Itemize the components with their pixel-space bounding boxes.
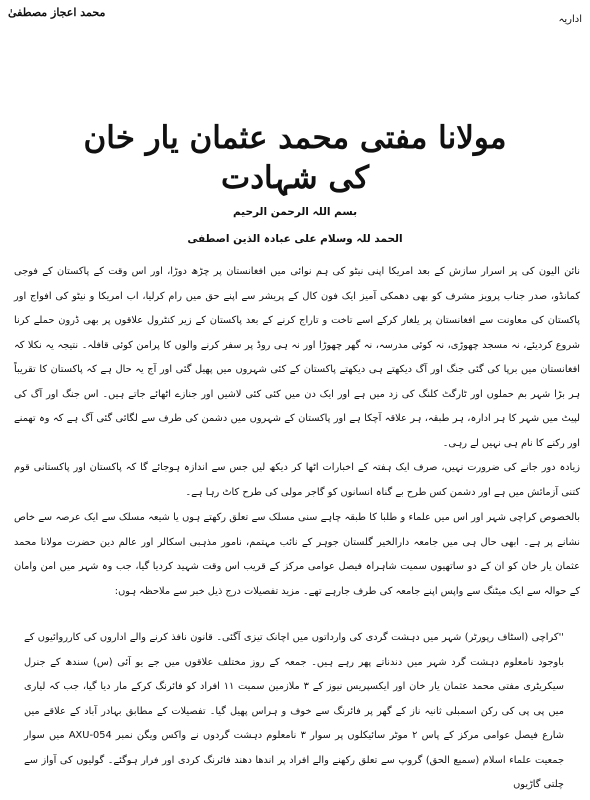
author-name: محمد اعجاز مصطفیٰ <box>8 6 106 19</box>
praise-line: الحمد للہ وسلام علی عبادہ الذین اصطفی <box>187 233 403 245</box>
paragraph-1 <box>14 260 580 456</box>
quote-text: ''کراچی (اسٹاف رپورٹر) شہر میں دہشت گردی کی وارداتوں میں اچانک تیزی آگئی۔ قانون نافذ کرنے والے اداروں کی کارروائیوں کے باوجود نامعلوم دہشت گرد شہر میں دندناتے پھر رہے ہیں۔ جمعہ کے روز مختلف علاقوں میں جے یو آئی (س) سندھ کے جنرل سیکریٹری مفتی محمد عثمان یار خان اور ایکسپریس نیوز کے ۳ ملازمین سمیت ۱۱ افراد کو فائرنگ کرکے مار دیا گیا، جب کہ لیاری میں پی پی کی رکن اسمبلی ثانیہ ناز کے گھر پر فائرنگ سے خوف و ہراس پھیل گیا۔ تفصیلات کے مطابق بہادر آباد کے علاقے میں شارع فیصل عوامی مرکز کے پاس ۲ موٹر سائیکلوں پر سوار ۳ نامعلوم دہشت گردوں نے واکس ویگن نمبر AXU-054 میں سوار جمعیت علماء اسلام (سمیع الحق) گروپ سے تعلق رکھنے والے افراد پر اندھا دھند فائرنگ کردی اور فرار ہوگئے۔ گولیوں کی آواز سے چلتی گاڑیوں <box>24 632 565 790</box>
section-label: اداریہ <box>558 14 582 25</box>
paragraph-text: بالخصوص کراچی شہر اور اس میں علماء و طلبا کا طبقہ چاہے سنی مسلک سے تعلق رکھتے ہوں یا شیعہ مسلک سے ایک عرصہ سے خاص نشانے پر ہے۔ ابھی حال ہی میں جامعہ دارالخیر گلستان جوہر کے نائب مہتمم، نامور مذہبی اسکالر اور عالم دین حضرت مولانا محمد عثمان یار خان کو ان کے دو ساتھیوں سمیت شاہراہ فیصل عوامی مرکز کے قریب اس وقت شہید کردیا گیا، جب وہ شہر میں امن وامان کے حوالہ سے ایک میٹنگ سے واپس اپنے جامعہ کی طرف جارہے تھے۔ مزید تفصیلات درج ذیل خبر سے ملاحظہ ہوں: <box>14 512 580 597</box>
page-title: مولانا مفتی محمد عثمان یار خان کی شہادت <box>83 120 507 197</box>
paragraph-3 <box>14 506 580 604</box>
paragraph-text: نائن الیون کی پر اسرار سازش کے بعد امریکا اپنی نیٹو کی ہم نوائی میں افغانستان پر چڑھ دوڑا، اور اس وقت کے پاکستان کے فوجی کمانڈو، صدر جناب پرویز مشرف کو بھی دھمکی آمیز ایک فون کال کے پریشر سے اپنے حق میں رام کرلیا، اب امریکا و نیٹو کی افواج اور پاکستان کی معاونت سے افغانستان پر یلغار کرکے اسے تاخت و تاراج کرنے کے بعد پاکستان کے زیر کنٹرول علاقوں پر بھی ڈرون حملے کرنا شروع کردیئے، نہ مسجد چھوڑی، نہ کوئی مدرسہ، نہ گھر چھوڑا اور نہ ہی روڈ پر سفر کرنے والوں کا پرامن کوئی قافلہ۔ نتیجہ یہ نکلا کہ افغانستان میں برپا کی گئی جنگ اور آگ دیکھتے ہی دیکھتے پاکستان کے کئی شہروں میں پھیل گئی اور آج یہ حال ہے کہ پاکستان کا تقریباً ہر بڑا شہر بم حملوں اور ٹارگٹ کلنگ کی زد میں ہے اور ایک دن میں کئی کئی لاشیں اور جنازے اٹھائے جاتے ہیں۔ اس جنگ اور آگ کی لپیٹ میں شہر کا ہر ادارہ، ہر طبقہ، ہر علاقہ آچکا ہے اور پاکستان کے شہروں میں دشمن کی طرف سے لگائی گئی آگ ہے کہ وہ تھمنے اور رکنے کا نام ہی نہیں لے رہی۔ <box>14 266 580 449</box>
news-quote <box>24 626 564 798</box>
paragraph-text: زیادہ دور جانے کی ضرورت نہیں، صرف ایک ہفتہ کے اخبارات اٹھا کر دیکھ لیں جس سے اندازہ ہوجائے گا کہ پاکستان اور پاکستانی قوم کتنی آزمائش میں ہے اور دشمن کس طرح بے گناہ انسانوں کو گاجر مولی کی طرح کاٹ رہا ہے۔ <box>14 462 580 498</box>
paragraph-2 <box>14 456 580 505</box>
bismillah-line: بسم اللہ الرحمن الرحیم <box>232 206 358 218</box>
